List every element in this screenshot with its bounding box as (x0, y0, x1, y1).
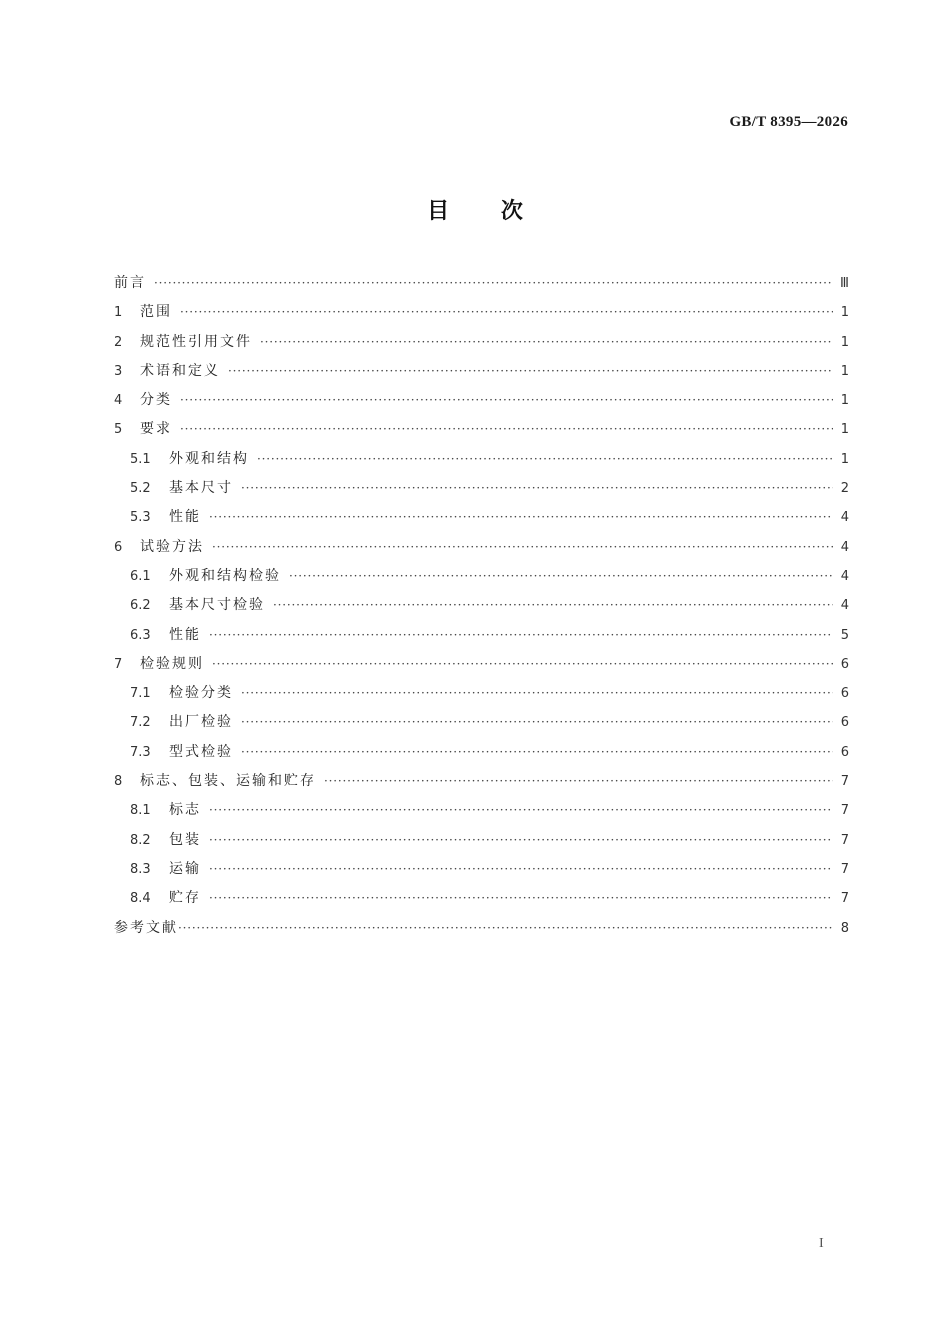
toc-entry[interactable] (114, 562, 849, 591)
toc-entry-number: 8.4 (130, 891, 151, 907)
toc-entry-page: 6 (840, 686, 849, 702)
toc-entry-page: 1 (840, 305, 849, 321)
toc-entry-number: 6.3 (130, 627, 151, 643)
toc-entry-label: 性能 (169, 509, 201, 526)
toc-entry[interactable] (114, 621, 849, 650)
toc-entry-page: 4 (840, 598, 849, 614)
toc-entry[interactable] (114, 591, 849, 620)
toc-entry-label: 范围 (140, 304, 172, 321)
toc-entry-page: 6 (840, 715, 849, 731)
toc-dot-leader (228, 357, 833, 386)
toc-entry-number: 5.1 (130, 451, 151, 467)
toc-entry[interactable] (114, 415, 849, 444)
toc-entry-label: 外观和结构检验 (169, 567, 281, 584)
toc-dot-leader (178, 914, 833, 943)
toc-entry-label: 运输 (169, 860, 201, 877)
toc-dot-leader (212, 533, 833, 562)
toc-entry-page: 7 (840, 803, 849, 819)
toc-entry[interactable] (114, 708, 849, 737)
table-of-contents (114, 269, 849, 943)
toc-entry-number: 6.1 (130, 568, 151, 584)
toc-entry-label: 外观和结构 (169, 450, 249, 467)
toc-entry[interactable] (114, 386, 849, 415)
toc-entry[interactable] (114, 767, 849, 796)
toc-entry[interactable] (114, 474, 849, 503)
toc-entry-label: 检验规则 (140, 655, 204, 672)
toc-entry-page: 1 (840, 334, 849, 350)
toc-entry-number: 4 (114, 393, 123, 409)
toc-entry-number: 5.2 (130, 481, 151, 497)
toc-dot-leader (289, 562, 833, 591)
toc-entry[interactable] (114, 503, 849, 532)
toc-entry-number: 7.3 (130, 744, 151, 760)
toc-dot-leader (209, 855, 833, 884)
toc-entry-label: 基本尺寸检验 (169, 597, 265, 614)
toc-dot-leader (154, 269, 833, 298)
toc-dot-leader (241, 474, 833, 503)
toc-entry[interactable] (114, 855, 849, 884)
toc-entry-page: 4 (840, 568, 849, 584)
toc-entry-label: 要求 (140, 421, 172, 438)
toc-entry-number: 6.2 (130, 598, 151, 614)
toc-dot-leader (241, 679, 833, 708)
toc-dot-leader (180, 298, 833, 327)
toc-entry-label: 贮存 (169, 890, 201, 907)
toc-entry-page: 1 (840, 393, 849, 409)
toc-entry-label: 规范性引用文件 (140, 333, 252, 350)
toc-dot-leader (180, 386, 833, 415)
toc-entry-label: 前言 (114, 275, 146, 291)
toc-entry-label: 性能 (169, 626, 201, 643)
toc-entry-number: 6 (114, 539, 123, 555)
toc-dot-leader (209, 826, 833, 855)
toc-entry-number: 3 (114, 363, 123, 379)
toc-dot-leader (324, 767, 833, 796)
toc-entry-page: 1 (840, 451, 849, 467)
toc-entry-page: 8 (840, 920, 849, 936)
toc-dot-leader (209, 503, 833, 532)
toc-entry-page: Ⅲ (840, 276, 849, 291)
toc-entry-page: 7 (840, 861, 849, 877)
toc-dot-leader (260, 328, 833, 357)
toc-entry-label: 基本尺寸 (169, 480, 233, 497)
toc-entry-number: 2 (114, 334, 123, 350)
toc-entry[interactable] (114, 914, 849, 943)
toc-dot-leader (241, 708, 833, 737)
toc-entry-label: 分类 (140, 392, 172, 409)
toc-dot-leader (209, 884, 833, 913)
toc-entry-label: 检验分类 (169, 685, 233, 702)
toc-entry-label: 包装 (169, 831, 201, 848)
toc-entry-label: 标志、包装、运输和贮存 (140, 773, 316, 790)
toc-entry[interactable] (114, 445, 849, 474)
toc-entry[interactable] (114, 796, 849, 825)
toc-entry-page: 1 (840, 363, 849, 379)
toc-entry-number: 5.3 (130, 510, 151, 526)
toc-entry-number: 8.2 (130, 832, 151, 848)
toc-entry[interactable] (114, 269, 849, 298)
toc-entry-label: 参考文献 (114, 919, 178, 936)
toc-entry-number: 1 (114, 305, 123, 321)
toc-dot-leader (241, 738, 833, 767)
toc-dot-leader (212, 650, 833, 679)
toc-entry-page: 6 (840, 744, 849, 760)
toc-entry-page: 1 (840, 422, 849, 438)
toc-entry[interactable] (114, 826, 849, 855)
toc-dot-leader (273, 591, 833, 620)
toc-entry[interactable] (114, 357, 849, 386)
toc-entry-page: 7 (840, 891, 849, 907)
toc-entry-number: 7.2 (130, 715, 151, 731)
page-number: I (819, 1236, 824, 1251)
toc-entry-number: 5 (114, 422, 123, 438)
toc-entry[interactable] (114, 679, 849, 708)
toc-entry[interactable] (114, 533, 849, 562)
toc-dot-leader (257, 445, 833, 474)
toc-entry-page: 4 (840, 539, 849, 555)
toc-entry-label: 术语和定义 (140, 362, 220, 379)
toc-entry-label: 出厂检验 (169, 714, 233, 731)
toc-entry[interactable] (114, 298, 849, 327)
toc-entry-label: 型式检验 (169, 743, 233, 760)
toc-entry-number: 8.3 (130, 861, 151, 877)
toc-entry-page: 2 (840, 481, 849, 497)
toc-entry[interactable] (114, 738, 849, 767)
toc-entry-page: 4 (840, 510, 849, 526)
toc-entry-page: 6 (840, 656, 849, 672)
toc-dot-leader (209, 796, 833, 825)
toc-entry-number: 7 (114, 656, 123, 672)
toc-entry-number: 7.1 (130, 686, 151, 702)
toc-entry-label: 试验方法 (140, 538, 204, 555)
toc-entry[interactable] (114, 884, 849, 913)
toc-entry-page: 7 (840, 832, 849, 848)
toc-entry-page: 7 (840, 774, 849, 790)
toc-entry-label: 标志 (169, 802, 201, 819)
toc-dot-leader (180, 415, 833, 444)
toc-entry[interactable] (114, 328, 849, 357)
toc-entry-page: 5 (840, 627, 849, 643)
standard-code: GB/T 8395—2026 (729, 114, 848, 130)
toc-entry-number: 8 (114, 774, 123, 790)
toc-entry[interactable] (114, 650, 849, 679)
toc-entry-number: 8.1 (130, 803, 151, 819)
toc-title: 目 次 (427, 199, 523, 224)
toc-dot-leader (209, 621, 833, 650)
